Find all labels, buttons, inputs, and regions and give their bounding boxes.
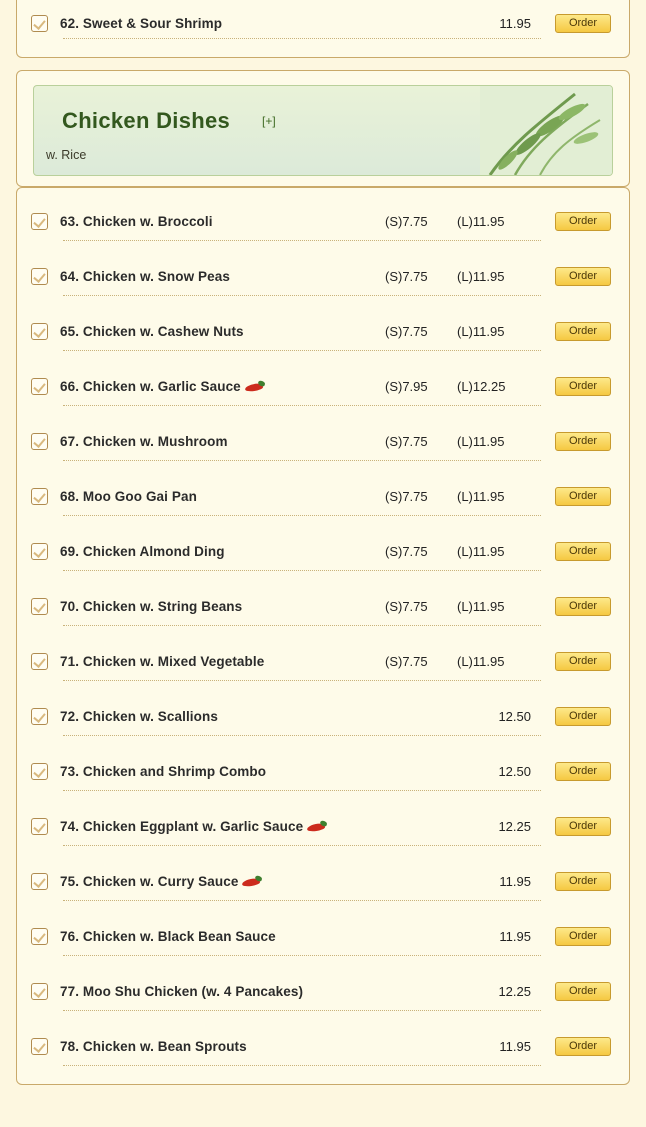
menu-item-name: 68. Moo Goo Gai Pan: [60, 489, 197, 504]
row-divider: [63, 1065, 541, 1066]
menu-item-prices: [377, 214, 537, 229]
check-icon[interactable]: [31, 873, 48, 890]
price-small: (S)7.75: [385, 544, 428, 559]
price-large: (L)11.95: [457, 599, 505, 614]
spicy-pepper-icon: [242, 878, 262, 887]
order-button[interactable]: Order: [555, 267, 611, 286]
price-single: 11.95: [499, 1039, 531, 1054]
menu-item-prices: [377, 544, 537, 559]
menu-item-prices: [377, 434, 537, 449]
menu-item-row[interactable]: [17, 304, 629, 359]
check-icon[interactable]: [31, 488, 48, 505]
price-large: (L)11.95: [457, 434, 505, 449]
price-single: 12.25: [498, 984, 531, 999]
row-divider: [63, 625, 541, 626]
menu-item-row[interactable]: [17, 469, 629, 524]
price-small: (S)7.75: [385, 434, 428, 449]
price-large: (L)11.95: [457, 324, 505, 339]
menu-item-row[interactable]: [17, 249, 629, 304]
menu-item-row[interactable]: [17, 744, 629, 799]
row-divider: [63, 1010, 541, 1011]
category-subtitle: w. Rice: [46, 148, 87, 162]
menu-item-prices: [377, 984, 537, 999]
order-button[interactable]: Order: [555, 872, 611, 891]
price-single: 12.50: [498, 709, 531, 724]
row-divider: [63, 515, 541, 516]
order-button[interactable]: Order: [555, 487, 611, 506]
row-divider: [63, 350, 541, 351]
price-large: (L)11.95: [457, 269, 505, 284]
price-single: 12.50: [498, 764, 531, 779]
row-divider: [63, 735, 541, 736]
menu-item-name: 66. Chicken w. Garlic Sauce: [60, 379, 377, 394]
price-single: 11.95: [499, 929, 531, 944]
price-large: (L)11.95: [457, 489, 505, 504]
menu-item-prices: [377, 1039, 537, 1054]
price-small: (S)7.75: [385, 654, 428, 669]
row-divider: [63, 680, 541, 681]
row-divider: [63, 38, 541, 39]
menu-item-prices: [377, 709, 537, 724]
menu-item-row[interactable]: [17, 524, 629, 579]
price-small: (S)7.75: [385, 214, 428, 229]
order-button[interactable]: Order: [555, 14, 611, 33]
menu-item-prices: [377, 874, 537, 889]
menu-item-row[interactable]: [17, 414, 629, 469]
check-icon[interactable]: [31, 543, 48, 560]
bamboo-decor-icon: [480, 86, 612, 175]
row-divider: [63, 295, 541, 296]
check-icon[interactable]: [31, 323, 48, 340]
price-large: (L)11.95: [457, 214, 505, 229]
row-divider: [63, 405, 541, 406]
menu-item-name: 70. Chicken w. String Beans: [60, 599, 243, 614]
menu-item-name: 63. Chicken w. Broccoli: [60, 214, 213, 229]
menu-item-name: 74. Chicken Eggplant w. Garlic Sauce: [60, 819, 377, 834]
order-button[interactable]: Order: [555, 982, 611, 1001]
order-button[interactable]: Order: [555, 817, 611, 836]
row-divider: [63, 790, 541, 791]
price-large: (L)11.95: [457, 544, 505, 559]
menu-item-prices: [377, 269, 537, 284]
menu-item-row[interactable]: [17, 194, 629, 249]
price-small: (S)7.75: [385, 324, 428, 339]
row-divider: [63, 845, 541, 846]
check-icon[interactable]: [31, 598, 48, 615]
category-header-card: [16, 70, 630, 187]
order-button[interactable]: Order: [555, 652, 611, 671]
spicy-pepper-icon: [307, 823, 327, 832]
check-icon[interactable]: [31, 928, 48, 945]
chicken-dishes-card: [16, 187, 630, 1085]
check-icon[interactable]: [31, 763, 48, 780]
menu-item-prices: [377, 654, 537, 669]
category-title: Chicken Dishes: [62, 108, 231, 133]
check-icon[interactable]: [31, 1038, 48, 1055]
order-button[interactable]: Order: [555, 762, 611, 781]
menu-item-prices: [377, 324, 537, 339]
menu-item-row[interactable]: [17, 634, 629, 689]
menu-item-prices: [377, 489, 537, 504]
row-divider: [63, 955, 541, 956]
row-divider: [63, 240, 541, 241]
menu-item-prices: [377, 599, 537, 614]
spicy-pepper-icon: [245, 383, 265, 392]
menu-item-name: 62. Sweet & Sour Shrimp: [60, 15, 223, 31]
menu-item-row[interactable]: [17, 854, 629, 909]
row-divider: [63, 570, 541, 571]
menu-item-row[interactable]: [17, 689, 629, 744]
menu-item-prices: [377, 379, 537, 394]
check-icon[interactable]: [31, 708, 48, 725]
price-small: (S)7.75: [385, 599, 428, 614]
menu-item-name: 72. Chicken w. Scallions: [60, 709, 218, 724]
menu-item-name: 71. Chicken w. Mixed Vegetable: [60, 654, 265, 669]
menu-item-name: 67. Chicken w. Mushroom: [60, 434, 228, 449]
check-icon[interactable]: [31, 983, 48, 1000]
check-icon[interactable]: [31, 268, 48, 285]
menu-item-name: 69. Chicken Almond Ding: [60, 544, 225, 559]
price-single: 12.25: [498, 819, 531, 834]
order-button[interactable]: Order: [555, 322, 611, 341]
expand-toggle[interactable]: [+]: [262, 114, 276, 128]
menu-item-row[interactable]: [17, 799, 629, 854]
check-icon[interactable]: [31, 378, 48, 395]
price-large: (L)12.25: [457, 379, 506, 394]
price-small: (S)7.75: [385, 269, 428, 284]
order-button[interactable]: Order: [555, 432, 611, 451]
price-single: 11.95: [499, 874, 531, 889]
menu-item-name: 64. Chicken w. Snow Peas: [60, 269, 230, 284]
order-button[interactable]: Order: [555, 1037, 611, 1056]
check-icon[interactable]: [31, 213, 48, 230]
check-icon[interactable]: [31, 653, 48, 670]
previous-section-card: [16, 0, 630, 58]
price-single: 11.95: [499, 15, 531, 31]
order-button[interactable]: Order: [555, 377, 611, 396]
check-icon[interactable]: [31, 818, 48, 835]
menu-item-row[interactable]: [17, 359, 629, 414]
price-large: (L)11.95: [457, 654, 505, 669]
menu-item-row[interactable]: [17, 0, 629, 47]
menu-item-prices: [377, 764, 537, 779]
menu-item-name: 77. Moo Shu Chicken (w. 4 Pancakes): [60, 984, 304, 999]
order-button[interactable]: Order: [555, 707, 611, 726]
menu-item-prices: [377, 819, 537, 834]
check-icon[interactable]: [31, 433, 48, 450]
menu-item-name: 78. Chicken w. Bean Sprouts: [60, 1039, 247, 1054]
row-divider: [63, 460, 541, 461]
menu-item-name: 65. Chicken w. Cashew Nuts: [60, 324, 244, 339]
menu-item-row[interactable]: [17, 1019, 629, 1074]
menu-item-name: 73. Chicken and Shrimp Combo: [60, 764, 267, 779]
price-small: (S)7.95: [385, 379, 428, 394]
menu-item-row[interactable]: [17, 579, 629, 634]
menu-item-prices: [377, 16, 537, 31]
category-banner: [33, 85, 613, 176]
menu-item-name: 76. Chicken w. Black Bean Sauce: [60, 929, 276, 944]
order-button[interactable]: Order: [555, 927, 611, 946]
order-button[interactable]: Order: [555, 542, 611, 561]
menu-item-row[interactable]: [17, 909, 629, 964]
menu-item-name: 75. Chicken w. Curry Sauce: [60, 874, 377, 889]
menu-item-prices: [377, 929, 537, 944]
menu-item-row[interactable]: [17, 964, 629, 1019]
order-button[interactable]: Order: [555, 212, 611, 231]
check-icon[interactable]: [31, 15, 48, 32]
order-button[interactable]: Order: [555, 597, 611, 616]
row-divider: [63, 900, 541, 901]
price-small: (S)7.75: [385, 489, 428, 504]
